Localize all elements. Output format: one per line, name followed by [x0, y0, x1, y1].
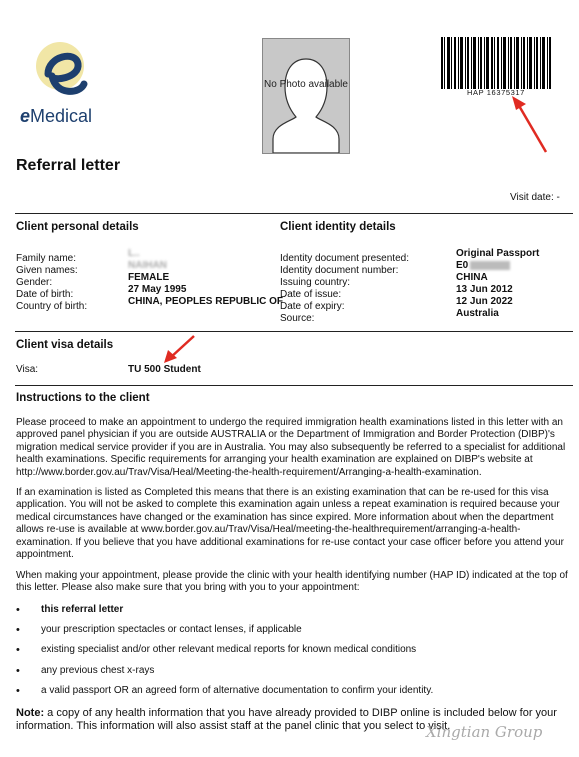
dob-value: 27 May 1995: [128, 284, 187, 295]
photo-placeholder: [262, 38, 350, 154]
issue-date-label: Date of issue:: [280, 289, 342, 300]
country-of-birth-value: CHINA, PEOPLES REPUBLIC OF: [128, 296, 284, 307]
visa-value: TU 500 Student: [128, 364, 201, 375]
personal-row: [16, 284, 266, 300]
personal-row: [16, 260, 266, 276]
source-label: Source:: [280, 313, 315, 324]
page-title: Referral letter: [16, 157, 121, 174]
visit-date: Visit date: -: [510, 192, 560, 203]
instructions-paragraph-3: When making your appointment, please provide the clinic with your health identifying number (HAP ID) indicated at the top of this letter. Please also make sure that you bring with you to your appointment:: [16, 570, 568, 594]
note-text: a copy of any health information that you have already provided to DIBP online is included below for your information. This information will also assist staff at the panel clinic that you select to visit.: [16, 707, 557, 732]
watermark: Xingtian Group: [426, 723, 543, 741]
bullet-icon: •: [16, 644, 20, 656]
bullet-item: existing specialist and/or other relevant medical reports for known medical conditions: [41, 644, 417, 655]
gender-value: FEMALE: [128, 272, 170, 283]
identity-row: [280, 260, 570, 276]
identity-row: [280, 296, 570, 312]
instructions-paragraph-2: If an examination is listed as Completed this means that there is an existing examination that can be re-used for this visa application. You will not be asked to complete this examination again unless a repeat examination is required because your medical circumstances have changed or the examination has since expired. More information about when the department allows re-use is available at www.border.gov.au/Trav/Visa/Heal/meeting-the-healthrequirement/arranging-a-health-examination. If you believe that you have additional examinations for re-use contact your case officer before you attend your appointment.: [16, 487, 564, 561]
identity-heading: Client identity details: [280, 221, 396, 233]
expiry-date-value: 12 Jun 2022: [456, 296, 513, 307]
id-doc-value: Original Passport: [456, 248, 540, 259]
emedical-logo: [18, 38, 118, 133]
instructions-heading: Instructions to the client: [16, 392, 150, 404]
family-name-value: L..: [128, 248, 140, 259]
bullet-icon: •: [16, 685, 20, 697]
country-of-birth-label: Country of birth:: [16, 301, 88, 312]
personal-row: [16, 296, 284, 312]
logo-medical-text: Medical: [30, 106, 93, 126]
issue-date-value: 13 Jun 2012: [456, 284, 513, 295]
issuing-country-label: Issuing country:: [280, 277, 351, 288]
barcode: [441, 37, 551, 89]
personal-details: [16, 248, 284, 312]
red-arrow-icon: [508, 94, 553, 156]
visa-heading: Client visa details: [16, 339, 114, 351]
instructions-paragraph-1: Please proceed to make an appointment to undergo the required immigration health examinations listed in this letter with an approved panel physician if you are outside AUSTRALIA or the Department of Immigration and Border Protection (DIBP)'s migration medical service provider if you are in Australia. You may also subsequently be referred to a specialist for additional health examinations. Specific requirements for arranging your health examination are explained on DIBP's website at http://www.border.gov.au/Trav/Visa/Heal/Meeting-the-health-requirement/Arranging-a-health-examination.: [16, 417, 566, 478]
divider: [15, 331, 573, 332]
id-doc-label: Identity document presented:: [280, 253, 409, 264]
divider: [15, 385, 573, 386]
bullet-item: your prescription spectacles or contact lenses, if applicable: [41, 624, 302, 635]
dob-label: Date of birth:: [16, 289, 74, 300]
given-names-value: NAIHAN: [128, 260, 167, 271]
bullet-icon: •: [16, 604, 20, 616]
personal-heading: Client personal details: [16, 221, 139, 233]
red-arrow-icon: [162, 332, 198, 364]
bullet-item: a valid passport OR an agreed form of alternative documentation to confirm your identity.: [41, 685, 434, 696]
bullet-item: any previous chest x-rays: [41, 665, 155, 676]
bullet-icon: •: [16, 665, 20, 677]
identity-details: [280, 248, 570, 324]
silhouette-icon: [263, 39, 349, 153]
bullet-item: this referral letter: [41, 604, 124, 615]
source-value: Australia: [456, 308, 499, 319]
gender-label: Gender:: [16, 277, 53, 288]
redaction-blur: [470, 261, 510, 270]
identity-row: [280, 284, 570, 300]
expiry-date-label: Date of expiry:: [280, 301, 345, 312]
issuing-country-value: CHINA: [456, 272, 488, 283]
personal-row: [16, 248, 266, 264]
hap-id-number: HAP 16375317: [467, 88, 525, 97]
personal-row: [16, 272, 266, 288]
photo-caption: No Photo available: [264, 79, 348, 90]
id-number-label: Identity document number:: [280, 265, 399, 276]
identity-row: [280, 308, 570, 324]
visa-label: Visa:: [16, 364, 39, 375]
bullet-icon: •: [16, 624, 20, 636]
id-number-value: E0: [456, 260, 469, 271]
note-label: Note:: [16, 707, 45, 719]
logo-e-letter: e: [20, 106, 31, 126]
divider: [15, 213, 573, 214]
family-name-label: Family name:: [16, 253, 77, 264]
identity-row: [280, 248, 570, 264]
identity-row: [280, 272, 570, 288]
given-names-label: Given names:: [16, 265, 78, 276]
